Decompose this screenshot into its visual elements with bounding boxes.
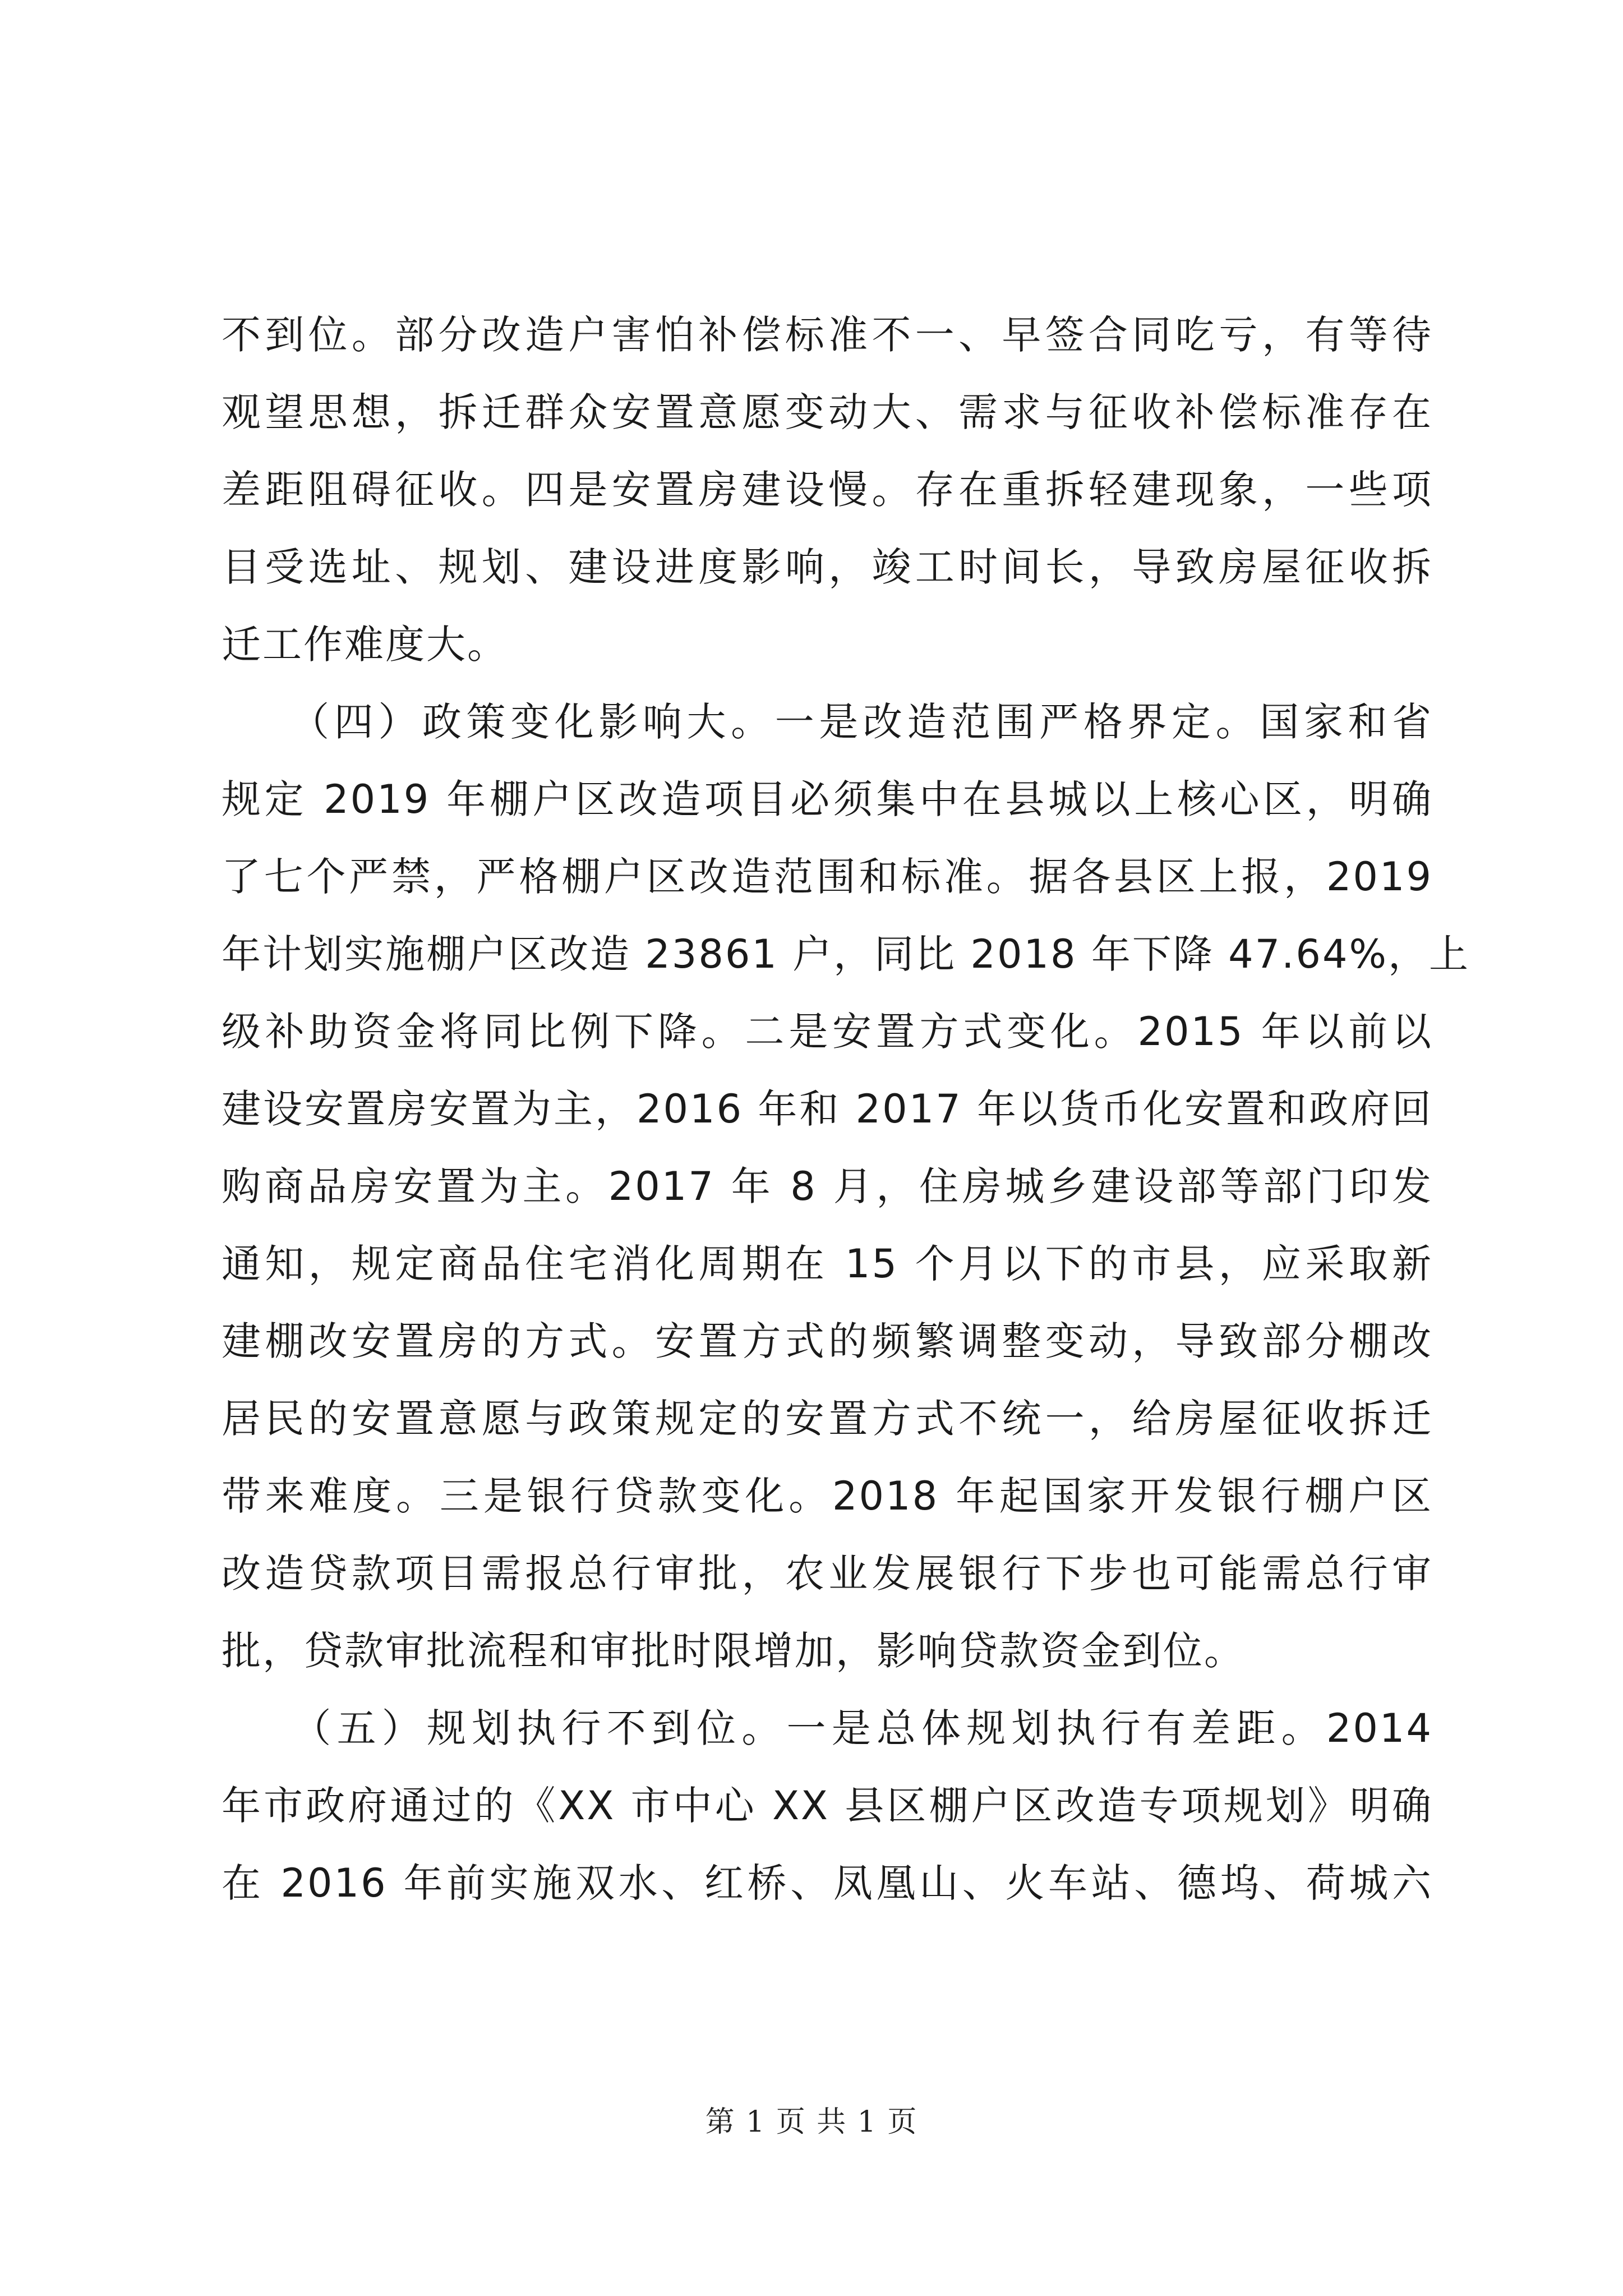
text-line: 建棚改安置房的方式。安置方式的频繁调整变动，导致部分棚改 (222, 1318, 1433, 1364)
text-line: 年计划实施棚户区改造 23861 户，同比 2018 年下降 47.64%，上 (222, 931, 1470, 977)
text-line: 通知，规定商品住宅消化周期在 15 个月以下的市县，应采取新 (222, 1241, 1433, 1287)
text-line: 级补助资金将同比例下降。二是安置方式变化。2015 年以前以 (222, 1009, 1433, 1055)
text-line: 迁工作难度大。 (222, 622, 508, 668)
text-line: 带来难度。三是银行贷款变化。2018 年起国家开发银行棚户区 (222, 1473, 1433, 1519)
text-line: 了七个严禁，严格棚户区改造范围和标准。据各县区上报，2019 (222, 854, 1433, 900)
text-line: 不到位。部分改造户害怕补偿标准不一、早签合同吃亏，有等待 (222, 312, 1433, 358)
text-line: 建设安置房安置为主，2016 年和 2017 年以货币化安置和政府回 (222, 1086, 1433, 1132)
text-line: 规定 2019 年棚户区改造项目必须集中在县城以上核心区，明确 (222, 776, 1433, 822)
document-body (222, 296, 1470, 1922)
text-line: 购商品房安置为主。2017 年 8 月，住房城乡建设部等部门印发 (222, 1163, 1433, 1209)
text-line: 改造贷款项目需报总行审批，农业发展银行下步也可能需总行审 (222, 1550, 1433, 1596)
page-number-footer: 第 1 页 共 1 页 (705, 2105, 918, 2139)
paragraph-1 (222, 296, 1433, 683)
text-line: 目受选址、规划、建设进度影响，竣工时间长，导致房屋征收拆 (222, 544, 1433, 590)
text-line: （四）政策变化影响大。一是改造范围严格界定。国家和省 (222, 699, 1433, 745)
text-line: （五）规划执行不到位。一是总体规划执行有差距。2014 (222, 1705, 1433, 1751)
text-line: 批，贷款审批流程和审批时限增加，影响贷款资金到位。 (222, 1628, 1245, 1674)
paragraph-2 (222, 683, 1470, 1690)
text-line: 年市政府通过的《XX 市中心 XX 县区棚户区改造专项规划》明确 (222, 1783, 1433, 1829)
text-line: 居民的安置意愿与政策规定的安置方式不统一，给房屋征收拆迁 (222, 1396, 1433, 1442)
paragraph-3 (222, 1690, 1433, 1922)
text-line: 在 2016 年前实施双水、红桥、凤凰山、火车站、德坞、荷城六 (222, 1860, 1433, 1906)
text-line: 差距阻碍征收。四是安置房建设慢。存在重拆轻建现象，一些项 (222, 467, 1433, 513)
text-line: 观望思想，拆迁群众安置意愿变动大、需求与征收补偿标准存在 (222, 389, 1433, 435)
